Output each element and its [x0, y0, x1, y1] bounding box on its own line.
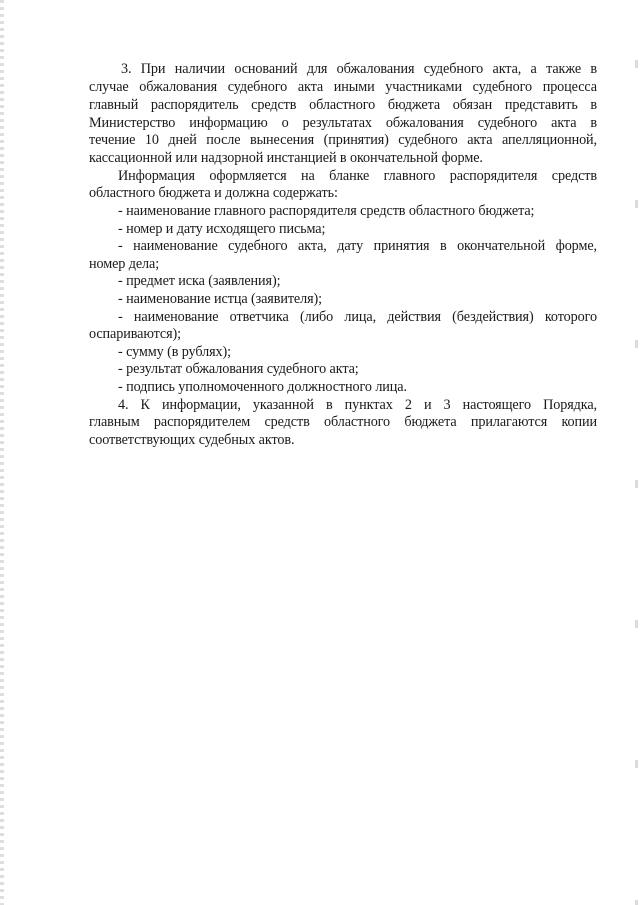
scan-edge-right: [635, 0, 638, 905]
text-line: главный распорядитель средств областного бюджета обязан представить в: [89, 97, 597, 113]
text-line: оспариваются);: [89, 326, 182, 342]
text-line: течение 10 дней после вынесения (принятия) судебного акта апелляционной,: [89, 132, 597, 148]
text-line: главным распорядителем средств областного бюджета прилагаются копии: [89, 414, 597, 430]
text-line: номер дела;: [89, 256, 160, 272]
list-item: - наименование ответчика (либо лица, действия (бездействия) которого: [118, 309, 597, 325]
list-item: - номер и дату исходящего письма;: [118, 221, 326, 237]
list-item: - наименование главного распорядителя средств областного бюджета;: [118, 203, 535, 219]
text-line: Информация оформляется на бланке главного распорядителя средств: [118, 168, 597, 184]
text-line: областного бюджета и должна содержать:: [89, 185, 338, 201]
text-line: случае обжалования судебного акта иными участниками судебного процесса: [89, 79, 597, 95]
scan-edge-left: [0, 0, 4, 905]
list-item: - наименование истца (заявителя);: [118, 291, 322, 307]
text-line: 3. При наличии оснований для обжалования судебного акта, а также в: [121, 61, 597, 77]
list-item: - предмет иска (заявления);: [118, 273, 281, 289]
text-line: соответствующих судебных актов.: [89, 432, 295, 448]
list-item: - результат обжалования судебного акта;: [118, 361, 359, 377]
list-item: - сумму (в рублях);: [118, 344, 231, 360]
text-line: кассационной или надзорной инстанцией в окончательной форме.: [89, 150, 483, 166]
text-line: 4. К информации, указанной в пунктах 2 и 3 настоящего Порядка,: [118, 397, 597, 413]
list-item: - наименование судебного акта, дату принятия в окончательной форме,: [118, 238, 597, 254]
text-line: Министерство информацию о результатах обжалования судебного акта в: [89, 115, 597, 131]
list-item: - подпись уполномоченного должностного лица.: [118, 379, 407, 395]
